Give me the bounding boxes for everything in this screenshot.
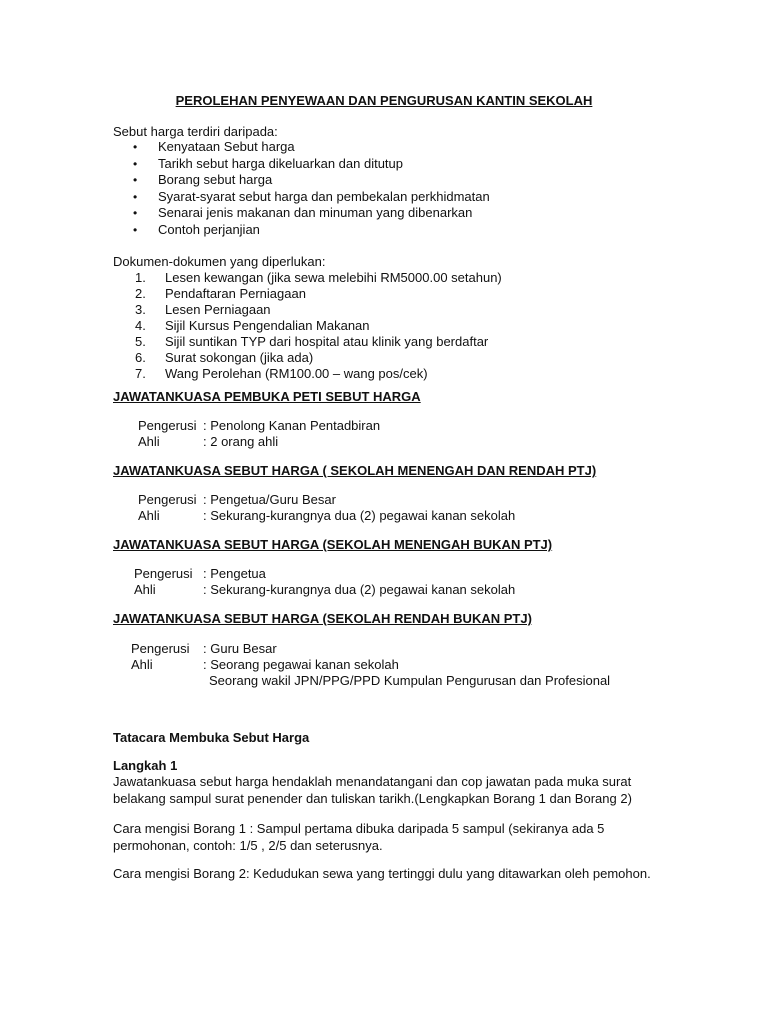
bullet-icon: • <box>133 173 138 187</box>
committee-row: Pengerusi : Guru Besar <box>131 641 277 656</box>
committee-menengah-bukan-ptj <box>134 566 515 598</box>
list-item: 3. Lesen Perniagaan <box>135 302 271 317</box>
list-item: • Syarat-syarat sebut harga dan pembekalan perkhidmatan <box>133 188 490 204</box>
borang2-paragraph: Cara mengisi Borang 2: Kedudukan sewa yang tertinggi dulu yang ditawarkan oleh pemohon. <box>113 866 651 881</box>
committee-heading-menengah-bukan-ptj: JAWATANKUASA SEBUT HARGA (SEKOLAH MENENGAH BUKAN PTJ) <box>113 537 553 552</box>
committee-pembuka-peti <box>138 418 380 450</box>
committee-heading-pembuka-peti: JAWATANKUASA PEMBUKA PETI SEBUT HARGA <box>113 389 421 404</box>
list-item: • Kenyataan Sebut harga <box>133 139 295 154</box>
committee-row: Ahli : Seorang pegawai kanan sekolah <box>131 657 399 672</box>
committee-row: Ahli : Sekurang-kurangnya dua (2) pegawai kanan sekolah <box>138 508 516 523</box>
committee-row: Pengerusi : Pengetua <box>134 566 266 581</box>
list-item: 6. Surat sokongan (jika ada) <box>135 350 314 365</box>
sebut-harga-list <box>133 139 490 238</box>
committee-rendah-bukan-ptj <box>131 641 610 689</box>
committee-heading-rendah-bukan-ptj: JAWATANKUASA SEBUT HARGA (SEKOLAH RENDAH BUKAN PTJ) <box>113 611 532 626</box>
list-item: • Borang sebut harga <box>133 172 273 187</box>
committee-row: Seorang wakil JPN/PPG/PPD Kumpulan Pengurusan dan Profesional <box>209 673 611 688</box>
list-item: 4. Sijil Kursus Pengendalian Makanan <box>135 318 370 333</box>
list-item: 5. Sijil suntikan TYP dari hospital atau klinik yang berdaftar <box>135 334 489 349</box>
bullet-icon: • <box>133 140 138 154</box>
committee-menengah-rendah-ptj <box>138 492 515 524</box>
list-item: • Contoh perjanjian <box>133 221 260 237</box>
bullet-icon: • <box>133 156 138 171</box>
committee-row: Pengerusi : Pengetua/Guru Besar <box>138 492 336 507</box>
committee-row: Ahli : Sekurang-kurangnya dua (2) pegawai kanan sekolah <box>134 582 516 597</box>
dokumen-list <box>135 270 502 382</box>
list-item: 7. Wang Perolehan (RM100.00 – wang pos/cek) <box>135 366 428 381</box>
list-item: 1. Lesen kewangan (jika sewa melebihi RM5000.00 setahun) <box>135 270 502 285</box>
bullet-icon: • <box>133 222 138 237</box>
bullet-icon: • <box>133 206 138 220</box>
borang1-paragraph: Cara mengisi Borang 1 : Sampul pertama dibuka daripada 5 sampul (sekiranya ada 5 permohonan, contoh: 1/5 , 2/5 dan seterusnya. <box>113 821 605 853</box>
bullet-icon: • <box>133 189 138 204</box>
dokumen-intro: Dokumen-dokumen yang diperlukan: <box>113 254 326 269</box>
langkah-paragraph: Jawatankuasa sebut harga hendaklah menandatangani dan cop jawatan pada muka surat belakang sampul surat penender dan tuliskan tarikh.(Lengkapkan Borang 1 dan Borang 2) <box>113 774 632 806</box>
committee-heading-menengah-rendah-ptj: JAWATANKUASA SEBUT HARGA ( SEKOLAH MENENGAH DAN RENDAH PTJ) <box>113 463 597 478</box>
list-item: • Tarikh sebut harga dikeluarkan dan ditutup <box>133 155 403 171</box>
document-title: PEROLEHAN PENYEWAAN DAN PENGURUSAN KANTIN SEKOLAH <box>175 93 593 108</box>
list-item: 2. Pendaftaran Perniagaan <box>135 286 306 301</box>
langkah-heading: Langkah 1 <box>113 758 178 773</box>
sebut-harga-intro: Sebut harga terdiri daripada: <box>113 124 278 139</box>
list-item: • Senarai jenis makanan dan minuman yang dibenarkan <box>133 205 473 220</box>
committee-row: Pengerusi : Penolong Kanan Pentadbiran <box>138 418 381 433</box>
committee-row: Ahli : 2 orang ahli <box>138 434 279 449</box>
tatacara-heading: Tatacara Membuka Sebut Harga <box>113 730 310 745</box>
